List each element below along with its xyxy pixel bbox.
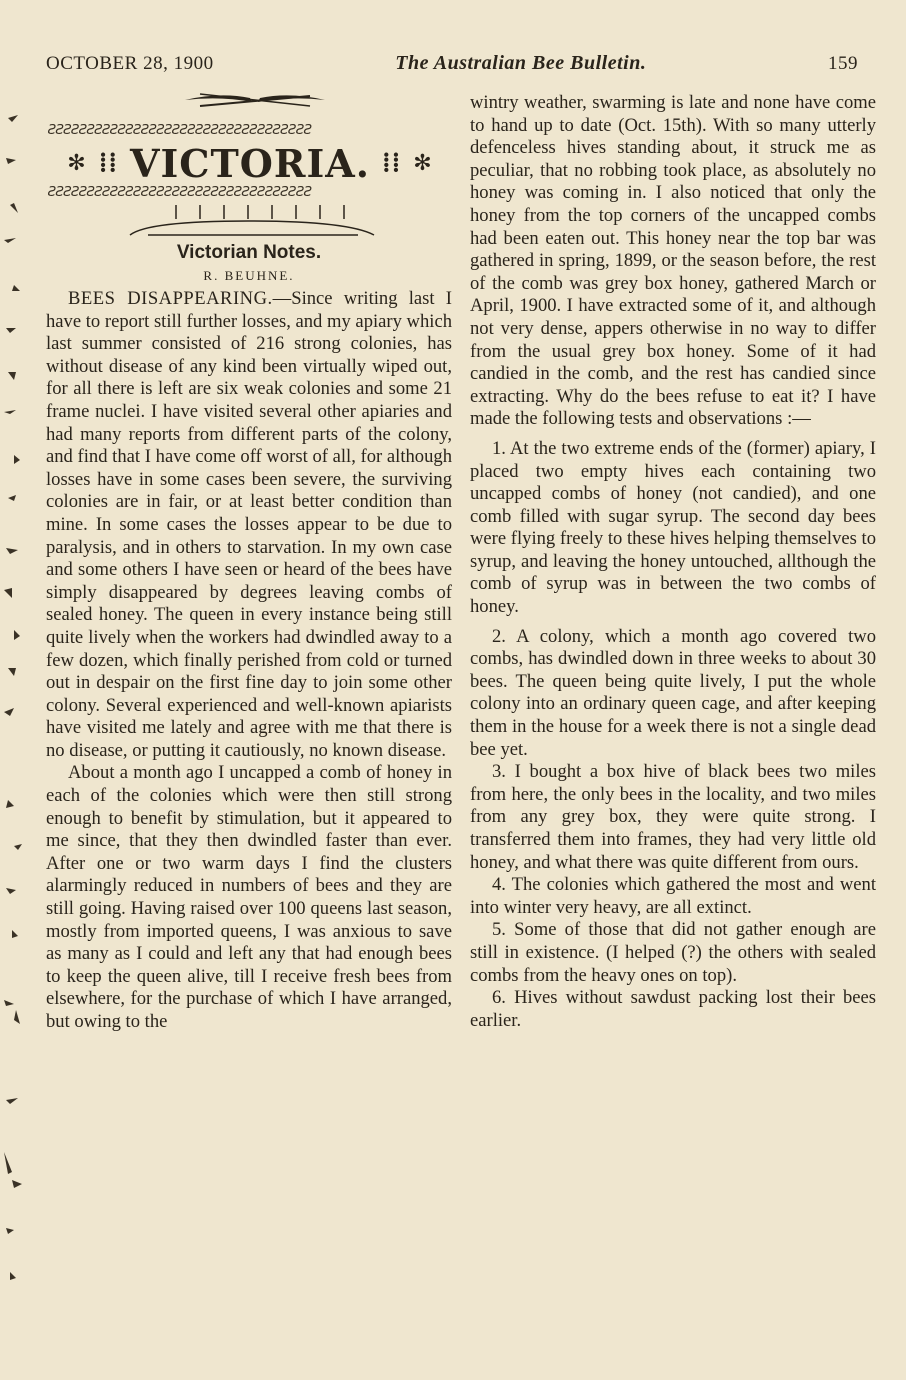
lead-in: BEES DISAPPEARING. <box>68 288 273 309</box>
section-title <box>48 138 452 188</box>
right-column <box>470 92 876 1032</box>
paragraph-continued: wintry weather, swarming is late and none have come to hand up to date (Oct. 15th). With so many utterly defenceless hives standing about, it struck me as peculiar, that no robbing took place, as absolutely no honey was coming in. I also noticed that only the honey from the top corners of the uncapped combs had been eaten out. This honey near the top bar was gathered in spring, 1899, or the season before, the rest of the comb was grey box honey, gathered March or April, 1900. I have extracted some of it, and although not very dense, appers otherwise in no way to differ from the usual grey box honey. Some of it had candied in the comb, and the rest has candied since extracting. Why do the bees refuse to eat it? I have made the following tests and observations :— <box>470 92 876 430</box>
test-item-5: 5. Some of those that did not gather enough are still in existence. (I helped (?) the others with sealed combs from the heavy ones on top). <box>470 919 876 986</box>
asterisk-ornament-icon: ✻ <box>413 150 433 176</box>
article-heading: Victorian Notes. <box>176 242 322 263</box>
journal-title: The Australian Bee Bulletin. <box>395 52 647 74</box>
binding-edge-marks <box>0 0 30 1380</box>
decorative-band-top: ƧƧƧƧƧƧƧƧƧƧƧƧƧƧƧƧƧƧƧƧƧƧƧƧƧƧƧƧƧƧƧƧƧƧ <box>48 124 312 138</box>
test-item-4: 4. The colonies which gathered the most and went into winter very heavy, are all extinct. <box>470 874 876 918</box>
decorative-band-bottom: ƧƧƧƧƧƧƧƧƧƧƧƧƧƧƧƧƧƧƧƧƧƧƧƧƧƧƧƧƧƧƧƧƧƧ <box>48 186 312 200</box>
column-ornament-icon: ⁞⁞ <box>98 148 119 178</box>
column-ornament-icon: ⁞⁞ <box>381 148 402 178</box>
issue-date: OCTOBER 28, 1900 <box>46 53 214 74</box>
running-head <box>46 52 858 86</box>
top-ornament <box>180 90 330 110</box>
paragraph-text: —Since writing last I have to report still further losses, and my apiary which last summer consisted of 216 strong colonies, has without disease of any kind been virtually wiped out, for all there is left are six weak colonies and some 21 frame nuclei. I have visited several other apiaries and had many reports from different parts of the colony, and find that I have come off worst of all, for although losses have in some cases been severe, the surviving colonies are in fair, or at least better condition than mine. In some cases the losses appear to be due to paralysis, and in others to starvation. In my own case and some others I have seen or heard of the bees have simply disappeared by degrees leaving combs of sealed honey. The queen in every instance being still quite lively when the workers had dwindled away to a few dozen, which finally perished from cold or turned out in despair on the first fine day to join some other colony. Several experienced and well-known apiarists have visited me lately and agree with me that there is no disease, or putting it cautiously, no known disease. <box>46 288 452 761</box>
paragraph-bees-disappearing <box>46 288 452 762</box>
paragraph-uncapped-comb: About a month ago I uncapped a comb of honey in each of the colonies which were then still strong enough to benefit by stimulation, but it appeared to me since, that they then dwindled faster than ever. After one or two warm days I find the clusters alarmingly reduced in numbers of bees and they are still going. Having raised over 100 queens last season, mostly from imported queens, I was anxious to save as many as I could and left any that had enough bees to keep the queen alive, till I receive fresh bees from elsewhere, for the purchase of which I have arranged, but owing to the <box>46 762 452 1032</box>
title-rule-ornament <box>48 201 452 241</box>
left-column <box>46 288 452 1034</box>
asterisk-ornament-icon: ✻ <box>67 150 87 176</box>
page-number: 159 <box>828 53 858 74</box>
section-title-text: VICTORIA. <box>130 140 370 186</box>
test-item-3: 3. I bought a box hive of black bees two miles from here, the only bees in the locality, and two miles from any grey box, they were quite strong. I transferred them into frames, they had very little old honey, and what there was quite different from ours. <box>470 761 876 873</box>
article-author: R. BEUHNE. <box>203 268 295 283</box>
test-item-1: 1. At the two extreme ends of the (former) apiary, I placed two empty hives each containing two uncapped combs of honey (not candied), and one comb filled with sugar syrup. The second day bees were flying freely to these hives helping themselves to syrup, and leaving the honey untouched, allthough the comb of syrup was in between the two combs of honey. <box>470 437 876 618</box>
test-item-2: 2. A colony, which a month ago covered two combs, has dwindled down in three weeks to about 30 bees. The queen being quite lively, I put the whole colony into an ordinary queen cage, and after keeping them in the house for a week there is not a single dead bee yet. <box>470 625 876 760</box>
test-item-6: 6. Hives without sawdust packing lost their bees earlier. <box>470 987 876 1031</box>
